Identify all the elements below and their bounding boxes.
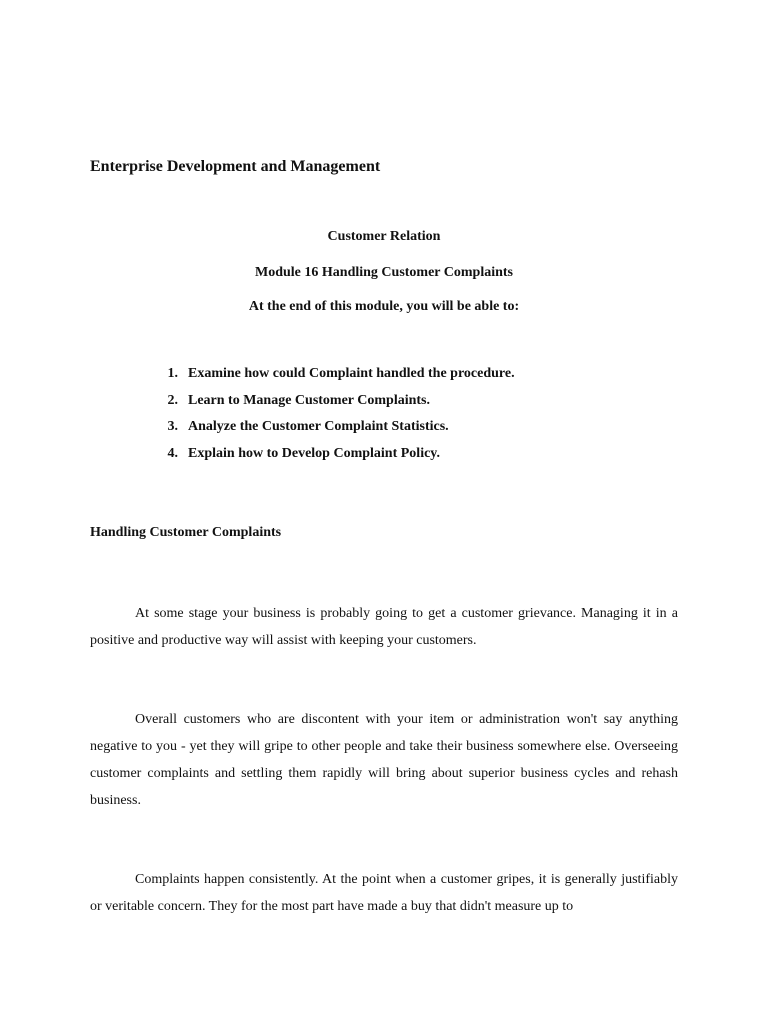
section-heading: Handling Customer Complaints: [90, 525, 282, 540]
objectives-intro: At the end of this module, you will be able to:: [248, 299, 520, 314]
objective-text: Analyze the Customer Complaint Statistics.: [188, 419, 449, 434]
objective-number: 2.: [167, 392, 178, 408]
objective-text: Learn to Manage Customer Complaints.: [188, 392, 431, 408]
objective-text: Explain how to Develop Complaint Policy.: [188, 445, 441, 461]
objective-number: 1.: [167, 366, 178, 381]
body-paragraph: At some stage your business is probably going to get a customer grievance. Managing it in a positive and productive way will assist with keeping your customers.: [90, 606, 678, 648]
module-title: Module 16 Handling Customer Complaints: [255, 265, 513, 280]
document-title: Enterprise Development and Management: [90, 158, 381, 175]
body-paragraph: Complaints happen consistently. At the point when a customer gripes, it is generally justifiably or veritable concern. They for the most part have made a buy that didn't measure up to: [90, 872, 678, 914]
body-paragraph: Overall customers who are discontent with your item or administration won't say anything negative to you - yet they will gripe to other people and take their business somewhere else. Overseeing customer complaints and settling them rapidly will bring about superior business cycles and rehash business.: [90, 712, 678, 808]
objective-number: 3.: [167, 419, 178, 434]
objective-text: Examine how could Complaint handled the procedure.: [188, 366, 515, 381]
subject-heading: Customer Relation: [327, 229, 441, 244]
objective-number: 4.: [167, 445, 178, 461]
